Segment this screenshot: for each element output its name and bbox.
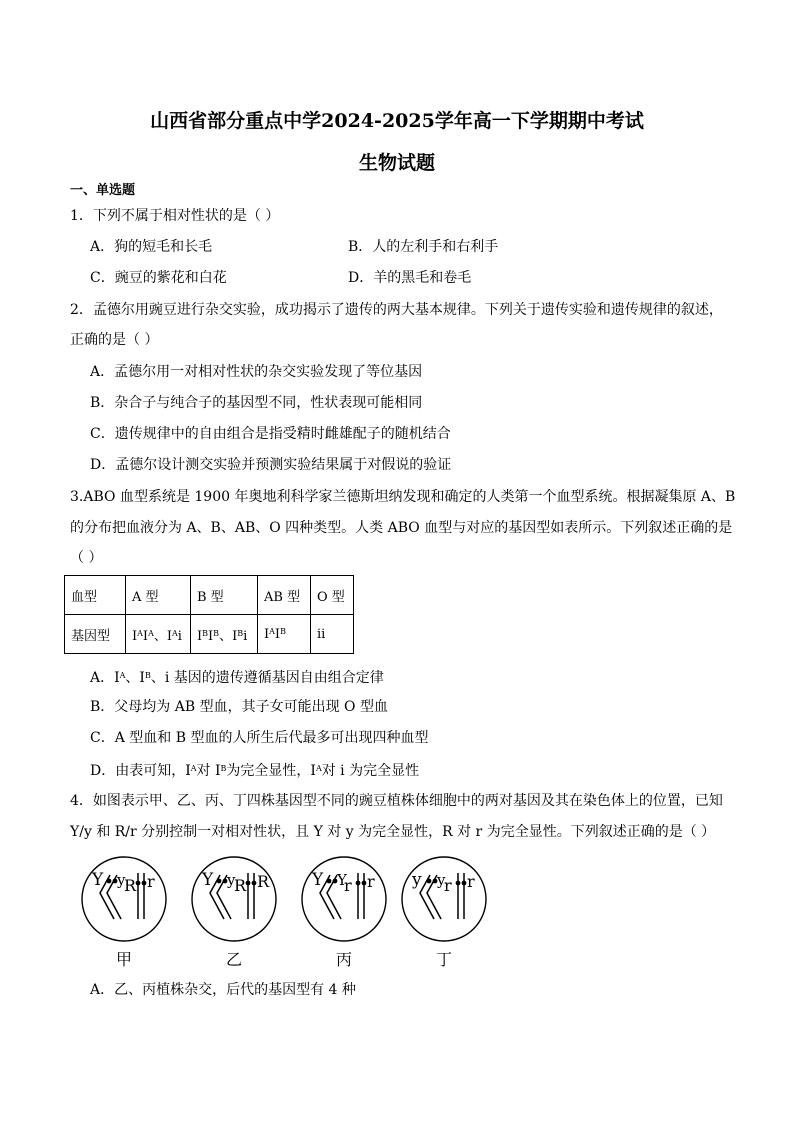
table-header-cell: A 型 xyxy=(126,576,191,615)
genotype-cell-b: $I^BI^B$、$I^Bi$ xyxy=(191,615,258,654)
centromere-dot xyxy=(246,881,251,886)
q1-option-d: D．羊的黑毛和卷毛 xyxy=(348,270,472,286)
gene-label: y xyxy=(437,871,446,889)
cell-icon xyxy=(300,855,388,943)
table-header-cell: 血型 xyxy=(65,576,126,615)
q3-stem-line1: 3.ABO 血型系统是 1900 年奥地利科学家兰德斯坦纳发现和确定的人类第一个血型系统。根据凝集原 A、B xyxy=(70,489,736,505)
gene-label: r xyxy=(344,876,352,895)
q3-option-a: A．$I^A$、$I^B$、i 基因的遗传遵循基因自由组合定律 xyxy=(90,670,384,686)
table-row-label: 基因型 xyxy=(65,615,126,654)
genotype-cell-o: ii xyxy=(311,615,354,654)
gene-label: R xyxy=(124,876,137,895)
table-header-cell: AB 型 xyxy=(258,576,311,615)
blood-type-table xyxy=(64,575,354,654)
cell-diagram-item xyxy=(80,855,168,969)
cell-icon xyxy=(80,855,168,943)
q1-option-b: B．人的左利手和右利手 xyxy=(348,239,499,255)
cell-caption: 甲 xyxy=(115,950,132,969)
gene-label: R xyxy=(257,872,270,891)
gene-label: r xyxy=(467,872,475,891)
q1-option-a: A．狗的短毛和长毛 xyxy=(90,239,213,255)
centromere-dot xyxy=(142,881,147,886)
q4-stem-line2: Y/y 和 R/r 分别控制一对相对性状，且 Y 对 y 为完全显性，R 对 r 为完全显性。下列叙述正确的是（ ） xyxy=(70,824,716,840)
gene-label: Y xyxy=(92,870,104,890)
centromere-dot xyxy=(252,881,257,886)
genotype-cell-a: $I^AI^A$、$I^Ai$ xyxy=(126,615,191,654)
q3-stem-line2: 的分布把血液分为 A、B、AB、O 四种类型。人类 ABO 血型与对应的基因型如表所示。下列叙述正确的是 xyxy=(70,520,733,536)
gene-label: Y xyxy=(202,870,214,890)
q4-stem-line1: 4．如图表示甲、乙、丙、丁四株基因型不同的豌豆植株体细胞中的两对基因及其在染色体上的位置，已知 xyxy=(70,793,723,809)
centromere-dot xyxy=(327,879,332,884)
table-header-cell: O 型 xyxy=(311,576,354,615)
q2-option-c: C．遗传规律中的自由组合是指受精时雌雄配子的随机结合 xyxy=(90,426,451,442)
gene-label: r xyxy=(444,876,452,895)
centromere-dot xyxy=(217,879,222,884)
q3-option-c: C．A 型血和 B 型血的人所生后代最多可出现四种血型 xyxy=(90,730,429,746)
q2-option-b: B．杂合子与纯合子的基因型不同，性状表现可能相同 xyxy=(90,395,423,411)
table-header-cell: B 型 xyxy=(191,576,258,615)
gene-label: y xyxy=(412,870,422,890)
cell-caption: 丁 xyxy=(435,950,452,969)
section-heading: 一、单选题 xyxy=(70,183,136,198)
cell-caption: 丙 xyxy=(335,950,352,969)
gene-label: r xyxy=(147,872,155,891)
centromere-dot xyxy=(456,881,461,886)
q4-option-a: A．乙、丙植株杂交，后代的基因型有 4 种 xyxy=(90,982,356,998)
q2-stem-line1: 2．孟德尔用豌豆进行杂交实验，成功揭示了遗传的两大基本规律。下列关于遗传实验和遗传规律的叙述， xyxy=(70,302,723,318)
q3-option-d: D．由表可知，$I^A$对 $I^B$为完全显性，$I^A$对 i 为完全显性 xyxy=(90,763,420,779)
table-header-row xyxy=(65,576,354,615)
q1-stem: 1．下列不属于相对性状的是（ ） xyxy=(70,208,280,224)
q1-option-c: C．豌豆的紫花和白花 xyxy=(90,270,227,286)
gene-label: R xyxy=(234,876,247,895)
exam-subtitle: 生物试题 xyxy=(358,152,435,174)
centromere-dot xyxy=(427,879,432,884)
q2-option-a: A．孟德尔用一对相对性状的杂交实验发现了等位基因 xyxy=(90,364,423,380)
exam-title: 山西省部分重点中学2024-2025学年高一下学期期中考试 xyxy=(150,110,644,132)
cell-caption: 乙 xyxy=(225,950,242,969)
centromere-dot xyxy=(362,881,367,886)
centromere-dot xyxy=(107,879,112,884)
q3-option-b: B．父母均为 AB 型血，其子女可能出现 O 型血 xyxy=(90,699,388,715)
genotype-cell-ab: $I^AI^B$ xyxy=(258,615,311,654)
cell-icon xyxy=(190,855,278,943)
cell-diagram-item xyxy=(400,855,488,969)
cell-diagram-item xyxy=(300,855,388,969)
centromere-dot xyxy=(462,881,467,886)
q2-option-d: D．孟德尔设计测交实验并预测实验结果属于对假说的验证 xyxy=(90,457,452,473)
gene-label: Y xyxy=(312,870,324,890)
q2-stem-line2: 正确的是（ ） xyxy=(70,332,159,348)
centromere-dot xyxy=(356,881,361,886)
gene-label: y xyxy=(117,871,126,889)
table-row xyxy=(65,615,354,654)
gene-label: Y xyxy=(337,871,347,889)
q3-stem-line3: （ ） xyxy=(70,550,103,566)
gene-label: y xyxy=(227,871,236,889)
cell-icon xyxy=(400,855,488,943)
gene-label: r xyxy=(367,872,375,891)
centromere-dot xyxy=(136,881,141,886)
cell-diagram-item xyxy=(190,855,278,969)
